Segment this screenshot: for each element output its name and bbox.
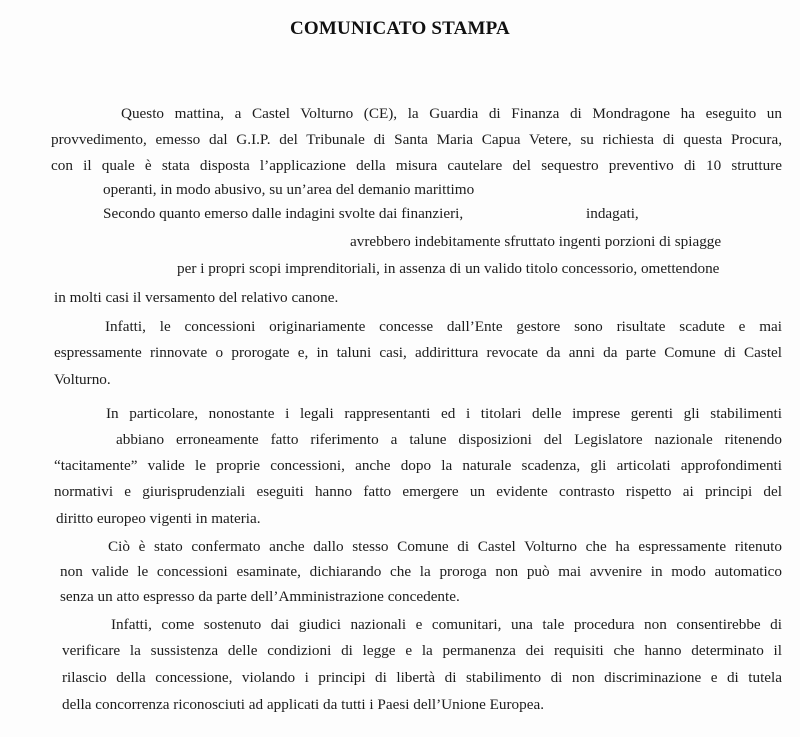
text-line: Volturno. <box>54 371 111 388</box>
text-line: Questo mattina, a Castel Volturno (CE), la Guardia di Finanza di Mondragone ha eseguito un <box>121 105 782 122</box>
text-line: Ciò è stato confermato anche dallo stesso Comune di Castel Volturno che ha espressamente ritenuto <box>108 538 782 555</box>
text-line: senza un atto espresso da parte dell’Amministrazione concedente. <box>60 588 460 605</box>
text-line: Infatti, le concessioni originariamente concesse dall’Ente gestore sono risultate scadute e mai <box>105 318 782 335</box>
text-line: normativi e giurisprudenziali eseguiti hanno fatto emergere un evidente contrasto rispetto ai principi del <box>54 483 782 500</box>
text-line: della concorrenza riconosciuti ad applicati da tutti i Paesi dell’Unione Europea. <box>62 696 545 713</box>
text-line: abbiano erroneamente fatto riferimento a talune disposizioni del Legislatore nazionale ritenendo <box>116 431 782 448</box>
text-line: con il quale è stata disposta l’applicazione della misura cautelare del sequestro preventivo di 10 strutture <box>51 157 782 174</box>
text-line: provvedimento, emesso dal G.I.P. del Tribunale di Santa Maria Capua Vetere, su richiesta di questa Procura, <box>51 131 782 148</box>
text-line: in molti casi il versamento del relativo canone. <box>54 289 339 306</box>
text-line: Secondo quanto emerso dalle indagini svolte dai finanzieri, <box>103 205 464 222</box>
text-line: rilascio della concessione, violando i principi di libertà di stabilimento di non discriminazione e di tutela <box>62 669 782 686</box>
text-line: non valide le concessioni esaminate, dichiarando che la proroga non può mai avvenire in modo automatico <box>60 563 782 580</box>
text-line: per i propri scopi imprenditoriali, in assenza di un valido titolo concessorio, omettendone <box>177 260 720 277</box>
text-line: “tacitamente” valide le proprie concessioni, anche dopo la naturale scadenza, gli articolati approfondimenti <box>54 457 782 474</box>
document-title: COMUNICATO STAMPA <box>290 18 510 39</box>
text-line: avrebbero indebitamente sfruttato ingenti porzioni di spiagge <box>350 233 722 250</box>
text-line: verificare la sussistenza delle condizioni di legge e la permanenza dei requisiti che hanno determinato il <box>62 642 782 659</box>
text-line: operanti, in modo abusivo, su un’area del demanio marittimo <box>103 181 475 198</box>
text-line: indagati, <box>586 205 639 222</box>
text-line: espressamente rinnovate o prorogate e, in taluni casi, addirittura revocate da anni da parte Comune di Castel <box>54 344 782 361</box>
text-line: Infatti, come sostenuto dai giudici nazionali e comunitari, una tale procedura non consentirebbe di <box>111 616 782 633</box>
text-line: In particolare, nonostante i legali rappresentanti ed i titolari delle imprese gerenti gli stabilimenti <box>106 405 782 422</box>
text-line: diritto europeo vigenti in materia. <box>56 510 261 527</box>
